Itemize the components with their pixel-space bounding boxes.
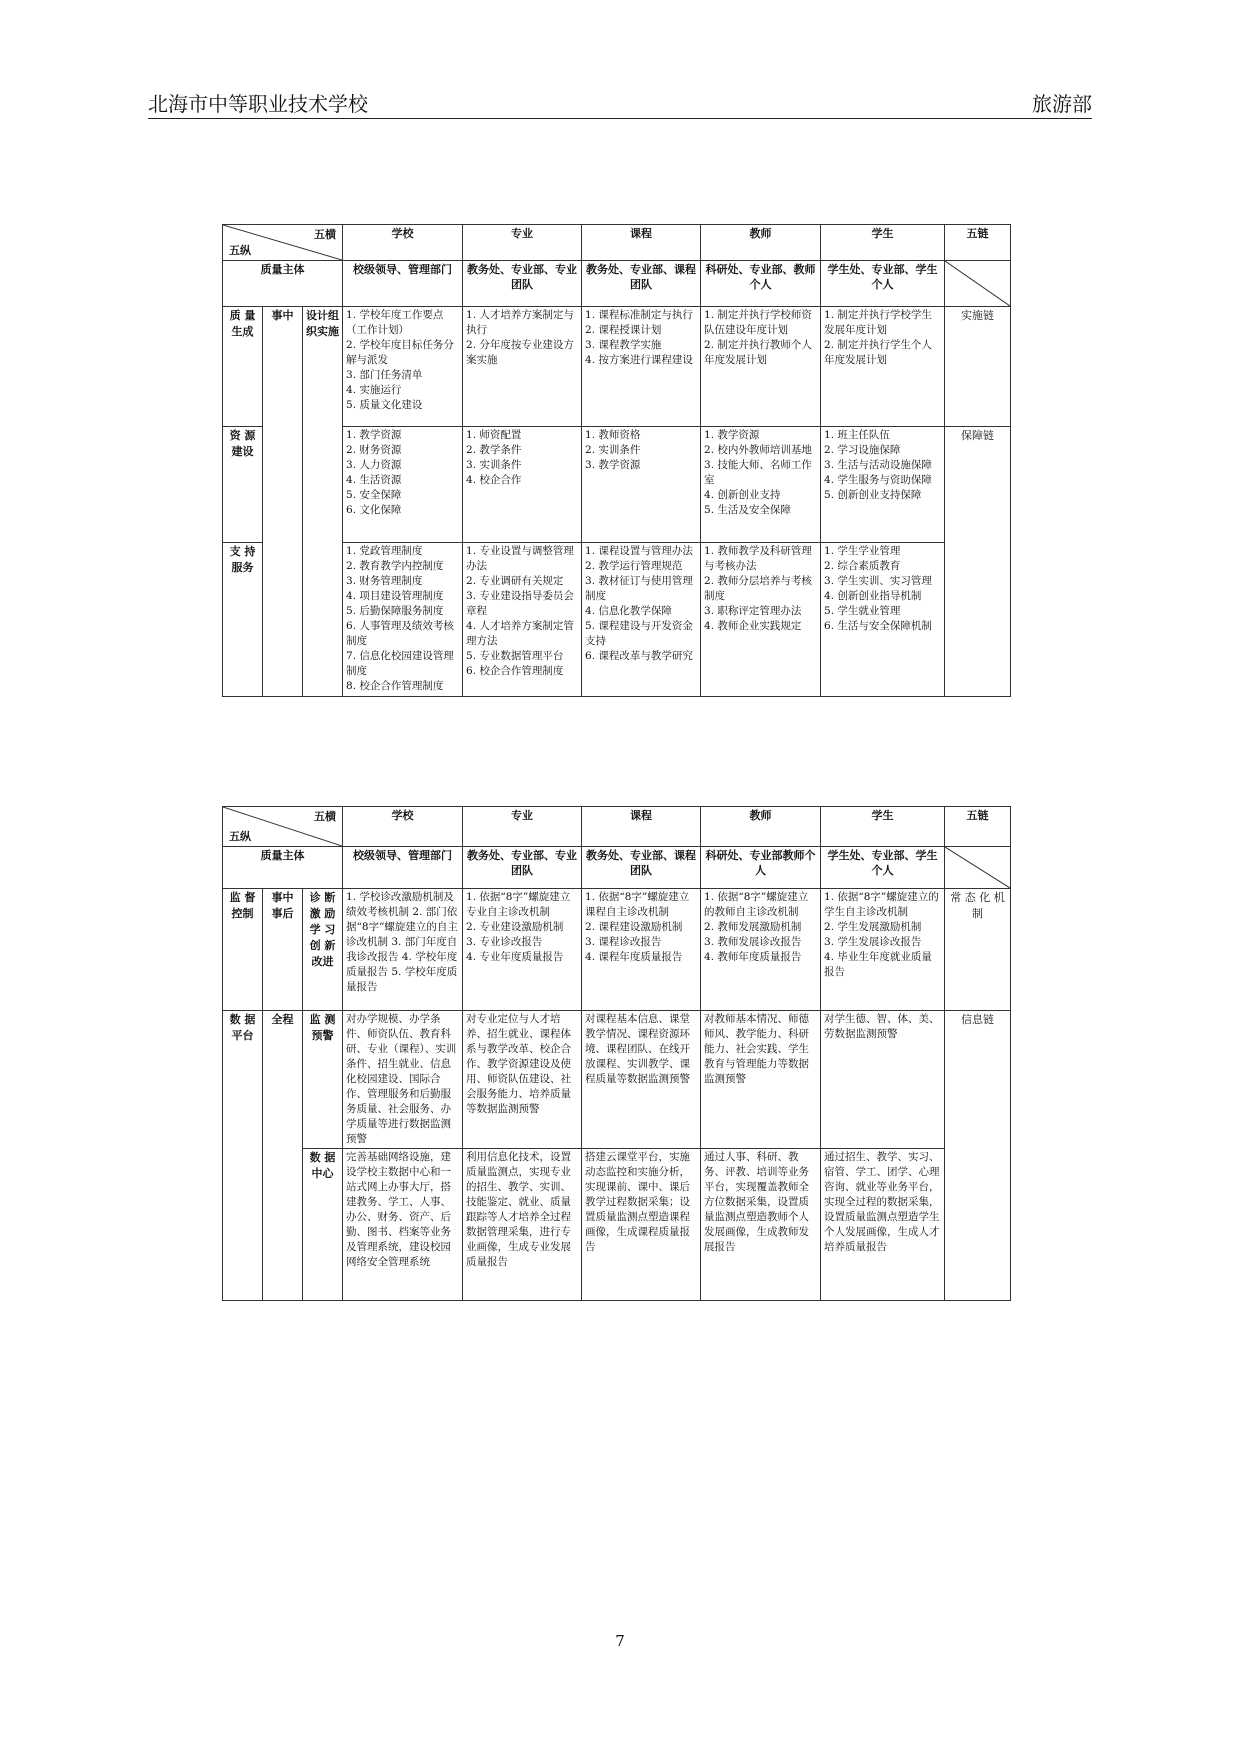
cell-line: 5. 课程建设与开发资金支持: [585, 620, 693, 647]
cell-line: 3. 课程诊改报告: [585, 936, 662, 948]
page-number: 7: [615, 1632, 625, 1650]
col-head-course: 课程: [582, 807, 701, 847]
cell-line: 2. 教学运行管理规范: [585, 560, 683, 572]
cell-line: 1. 教学资源: [704, 429, 760, 441]
cell-line: 2. 教育教学内控制度: [346, 560, 444, 572]
phase-label-whole: 全程: [263, 1011, 303, 1301]
cell-line: 2. 学习设施保障: [824, 444, 901, 456]
cell-line: 1. 课程设置与管理办法: [585, 545, 693, 557]
cell-line: 1. 班主任队伍: [824, 429, 890, 441]
cell-line: 3. 实训条件: [466, 459, 522, 471]
cell: [701, 427, 821, 543]
cell-line: 3. 技能大师、名师工作室: [704, 459, 812, 486]
col-head-chain: 五链: [945, 807, 1011, 847]
col-head-school: 学校: [343, 807, 463, 847]
cell-line: 2. 课程授课计划: [585, 324, 662, 336]
cell-line: 1. 教学资源: [346, 429, 402, 441]
cell-line: 3. 人力资源: [346, 459, 402, 471]
cell-line: 3. 部门任务清单: [346, 369, 423, 381]
page-header: [148, 84, 1092, 119]
cell: [343, 427, 463, 543]
cell-line: 2. 专业调研有关规定: [466, 575, 564, 587]
cell-line: 3. 学生实训、实习管理: [824, 575, 932, 587]
corner-bottom-label: 五纵: [229, 830, 251, 843]
cell-line: 3. 专业建设指导委员会章程: [466, 590, 574, 617]
subject-school: 校级领导、管理部门: [343, 847, 463, 889]
subject-course: 教务处、专业部、课程团队: [582, 847, 701, 889]
cell: [701, 543, 821, 697]
cell: [463, 1011, 582, 1149]
cell-line: 4. 教师企业实践规定: [704, 620, 802, 632]
cell-line: 3. 课程教学实施: [585, 339, 662, 351]
col-head-school: 学校: [343, 225, 463, 261]
cell-line: 对办学规模、办学条件、师资队伍、教育科研、专业（课程）、实训条件、招生就业、信息化校园建设、国际合作、管理服务和后勤服务质量、社会服务、办学质量等进行数据监测预警: [346, 1013, 457, 1145]
cell: [821, 1011, 945, 1149]
cell-line: 5. 学生就业管理: [824, 605, 901, 617]
sub-label-data-center: 数 据 中心: [303, 1149, 343, 1301]
cell-line: 2. 课程建设激励机制: [585, 921, 683, 933]
cell-line: 4. 信息化教学保障: [585, 605, 672, 617]
cell-line: 1. 学校年度工作要点（工作计划）: [346, 309, 444, 336]
cell-line: 1. 依据“8字”螺旋建立的学生自主诊改机制: [824, 891, 939, 918]
col-head-teacher: 教师: [701, 225, 821, 261]
cell: [821, 307, 945, 427]
cell-line: 3. 职称评定管理办法: [704, 605, 802, 617]
cell: [821, 543, 945, 697]
col-head-major: 专业: [463, 807, 582, 847]
subject-student: 学生处、专业部、学生个人: [821, 261, 945, 307]
cell-line: 1. 党政管理制度: [346, 545, 423, 557]
diagonal-line: [945, 261, 1010, 306]
cell-line: 5. 创新创业支持保障: [824, 489, 922, 501]
subject-chain-diagonal: [945, 847, 1011, 889]
cell-line: 对专业定位与人才培养、招生就业、课程体系与教学改革、校企合作、教学资源建设及使用、师资队伍建设、社会服务能力、培养质量等数据监测预警: [466, 1013, 572, 1115]
department-name: 旅游部: [1032, 92, 1092, 116]
corner-diagonal-cell: [223, 225, 343, 261]
cell: [582, 427, 701, 543]
school-name: 北海市中等职业技术学校: [148, 92, 368, 116]
cell-line: 1. 制定并执行学校师资队伍建设年度计划: [704, 309, 812, 336]
cell-line: 4. 人才培养方案制定管理方法: [466, 620, 574, 647]
cell-line: 2. 教学条件: [466, 444, 522, 456]
chain-implementation: 实施链: [945, 307, 1011, 427]
design-label: 设计组织实施: [303, 307, 343, 697]
cell-line: 3. 教师发展诊改报告: [704, 936, 802, 948]
cell: [343, 1011, 463, 1149]
col-head-chain: 五链: [945, 225, 1011, 261]
cell-line: 1. 制定并执行学校学生发展年度计划: [824, 309, 932, 336]
subject-teacher: 科研处、专业部教师个人: [701, 847, 821, 889]
sub-label-monitoring: 监 测 预警: [303, 1011, 343, 1149]
cell-line: 4. 学生服务与资助保障: [824, 474, 932, 486]
row-label-support-service: 支 持 服务: [223, 543, 263, 697]
cell-line: 3. 教学资源: [585, 459, 641, 471]
col-head-student: 学生: [821, 225, 945, 261]
cell-line: 4. 按方案进行课程建设: [585, 354, 693, 366]
cell-line: 1. 课程标准制定与执行: [585, 309, 693, 321]
cell-line: 对课程基本信息、课堂教学情况、课程资源环境、课程团队、在线开放课程、实训教学、课程质量等数据监测预警: [585, 1013, 691, 1085]
cell-line: 4. 创新创业支持: [704, 489, 781, 501]
subject-major: 教务处、专业部、专业团队: [463, 847, 582, 889]
cell-line: 4. 实施运行: [346, 384, 402, 396]
cell-line: 4. 毕业生年度就业质量报告: [824, 951, 932, 978]
cell: [582, 1011, 701, 1149]
cell: [463, 307, 582, 427]
cell-line: 4. 校企合作: [466, 474, 522, 486]
subject-major: 教务处、专业部、专业团队: [463, 261, 582, 307]
cell-line: 7. 信息化校园建设管理制度: [346, 650, 454, 677]
cell-line: 4. 课程年度质量报告: [585, 951, 683, 963]
cell-line: 对教师基本情况、师德师风、教学能力、科研能力、社会实践、学生教育与管理能力等数据监测预警: [704, 1013, 810, 1085]
cell-line: 1. 师资配置: [466, 429, 522, 441]
cell-line: 1. 学校诊改激励机制及绩效考核机制 2. 部门依据“8字”螺旋建立的自主诊改机制 3. 部门年度自我诊改报告 4. 学校年度质量报告 5. 学校年度质量报告: [346, 891, 458, 993]
cell-line: 1. 教师资格: [585, 429, 641, 441]
cell-line: 2. 制定并执行学生个人年度发展计划: [824, 339, 932, 366]
cell-line: 2. 分年度按专业建设方案实施: [466, 339, 574, 366]
quality-table-2: [222, 806, 1011, 1301]
corner-bottom-label: 五纵: [229, 244, 251, 257]
cell-line: 利用信息化技术，设置质量监测点，实现专业的招生、教学、实训、技能鉴定、就业、质量跟踪等人才培养全过程数据管理采集，进行专业画像，生成专业发展质量报告: [466, 1151, 572, 1268]
cell: [582, 1149, 701, 1301]
corner-top-label: 五横: [314, 810, 337, 823]
cell-line: 4. 教师年度质量报告: [704, 951, 802, 963]
row-label-supervision-control: 监 督 控制: [223, 889, 263, 1011]
cell-line: 5. 安全保障: [346, 489, 402, 501]
cell-line: 6. 课程改革与教学研究: [585, 650, 693, 662]
cell: [343, 889, 463, 1011]
cell-line: 3. 生活与活动设施保障: [824, 459, 932, 471]
subject-student: 学生处、专业部、学生个人: [821, 847, 945, 889]
cell-line: 1. 学生学业管理: [824, 545, 901, 557]
cell-line: 1. 依据“8字”螺旋建立专业自主诊改机制: [466, 891, 571, 918]
row-label-quality-generation: 质 量 生成: [223, 307, 263, 427]
subject-course: 教务处、专业部、课程团队: [582, 261, 701, 307]
cell-line: 2. 制定并执行教师个人年度发展计划: [704, 339, 812, 366]
corner-diagonal-cell: [223, 807, 343, 847]
cell-line: 完善基础网络设施，建设学校主数据中心和一站式网上办事大厅，搭建教务、学工、人事、办公、财务、资产、后勤、图书、档案等业务及管理系统，建设校园网络安全管理系统: [346, 1151, 452, 1268]
subject-label: 质量主体: [223, 847, 343, 889]
cell-line: 6. 人事管理及绩效考核制度: [346, 620, 454, 647]
cell: [582, 889, 701, 1011]
cell-line: 2. 教师分层培养与考核制度: [704, 575, 812, 602]
cell-line: 3. 学生发展诊改报告: [824, 936, 922, 948]
cell-line: 2. 校内外教师培训基地: [704, 444, 812, 456]
cell-line: 1. 专业设置与调整管理办法: [466, 545, 574, 572]
cell-line: 1. 人才培养方案制定与执行: [466, 309, 574, 336]
cell-line: 5. 后勤保障服务制度: [346, 605, 444, 617]
subject-teacher: 科研处、专业部、教师个人: [701, 261, 821, 307]
sub-label-diagnosis: 诊 断 激 励 学 习 创 新 改进: [303, 889, 343, 1011]
cell: [821, 889, 945, 1011]
quality-table-1: [222, 224, 1011, 697]
cell: [701, 889, 821, 1011]
cell-line: 2. 财务资源: [346, 444, 402, 456]
cell-line: 2. 学生发展激励机制: [824, 921, 922, 933]
cell-line: 通过招生、教学、实习、宿管、学工、团学、心理咨询、就业等业务平台，实现全过程的数据采集，设置质量监测点塑造学生个人发展画像，生成人才培养质量报告: [824, 1151, 940, 1253]
subject-label: 质量主体: [223, 261, 343, 307]
cell-line: 2. 综合素质教育: [824, 560, 901, 572]
cell: [582, 543, 701, 697]
subject-chain-diagonal: [945, 261, 1011, 307]
row-label-data-platform: 数 据 平台: [223, 1011, 263, 1301]
corner-top-label: 五横: [314, 228, 337, 241]
cell: [701, 307, 821, 427]
cell-line: 3. 教材征订与使用管理制度: [585, 575, 693, 602]
cell: [343, 307, 463, 427]
cell-line: 对学生德、智、体、美、劳数据监测预警: [824, 1013, 940, 1040]
cell-line: 2. 实训条件: [585, 444, 641, 456]
cell-line: 4. 生活资源: [346, 474, 402, 486]
chain-information: 信息链: [945, 1011, 1011, 1301]
cell-line: 2. 专业建设激励机制: [466, 921, 564, 933]
subject-school: 校级领导、管理部门: [343, 261, 463, 307]
cell: [582, 307, 701, 427]
cell: [701, 1011, 821, 1149]
cell-line: 6. 校企合作管理制度: [466, 665, 564, 677]
cell: [463, 889, 582, 1011]
cell: [821, 427, 945, 543]
col-head-major: 专业: [463, 225, 582, 261]
cell-line: 3. 财务管理制度: [346, 575, 423, 587]
cell-line: 搭建云课堂平台，实施动态监控和实施分析，实现课前、课中、课后教学过程数据采集；设置质量监测点塑造课程画像，生成课程质量报告: [585, 1151, 691, 1253]
cell-line: 2. 学校年度目标任务分解与派发: [346, 339, 454, 366]
cell: [343, 1149, 463, 1301]
cell-line: 1. 教师教学及科研管理与考核办法: [704, 545, 812, 572]
cell-line: 1. 依据“8字”螺旋建立的教师自主诊改机制: [704, 891, 809, 918]
cell-line: 4. 创新创业指导机制: [824, 590, 922, 602]
col-head-course: 课程: [582, 225, 701, 261]
col-head-teacher: 教师: [701, 807, 821, 847]
cell-line: 8. 校企合作管理制度: [346, 680, 444, 692]
cell-line: 5. 质量文化建设: [346, 399, 423, 411]
row-label-resource-building: 资 源 建设: [223, 427, 263, 543]
cell-line: 5. 专业数据管理平台: [466, 650, 564, 662]
chain-guarantee: 保障链: [945, 427, 1011, 697]
cell: [701, 1149, 821, 1301]
cell-line: 1. 依据“8字”螺旋建立课程自主诊改机制: [585, 891, 690, 918]
cell-line: 6. 文化保障: [346, 504, 402, 516]
cell-line: 4. 项目建设管理制度: [346, 590, 444, 602]
chain-normalized: 常 态 化 机制: [945, 889, 1011, 1011]
cell-line: 通过人事、科研、教务、评教、培训等业务平台，实现覆盖教师全方位数据采集，设置质量监测点塑造教师个人发展画像，生成教师发展报告: [704, 1151, 810, 1253]
cell-line: 5. 生活及安全保障: [704, 504, 791, 516]
cell: [343, 543, 463, 697]
cell-line: 6. 生活与安全保障机制: [824, 620, 932, 632]
diagonal-line: [945, 847, 1010, 888]
col-head-student: 学生: [821, 807, 945, 847]
cell: [463, 1149, 582, 1301]
cell: [821, 1149, 945, 1301]
cell: [463, 427, 582, 543]
phase-label: 事中: [263, 307, 303, 697]
phase-label-during-after: 事中 事后: [263, 889, 303, 1011]
cell-line: 2. 教师发展激励机制: [704, 921, 802, 933]
cell: [463, 543, 582, 697]
cell-line: 4. 专业年度质量报告: [466, 951, 564, 963]
cell-line: 3. 专业诊改报告: [466, 936, 543, 948]
